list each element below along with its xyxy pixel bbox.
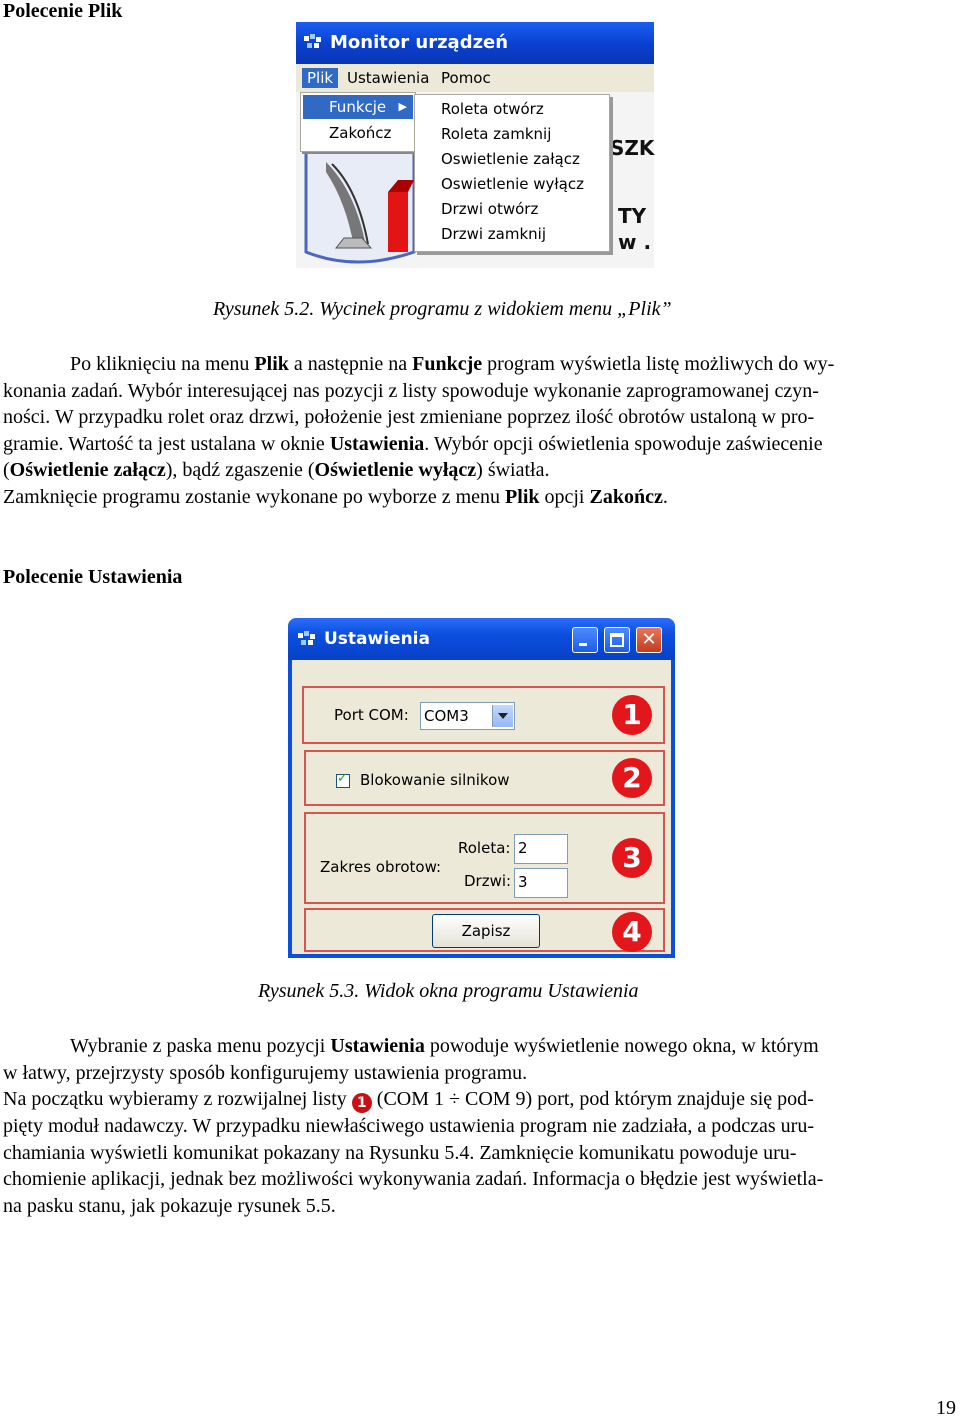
port-value: COM3 bbox=[424, 707, 469, 725]
text-line: Zamknięcie programu zostanie wykonane po wyborze z menu Plik opcji Zakończ. bbox=[3, 485, 668, 508]
menu-item-label: Funkcje bbox=[329, 98, 387, 116]
close-button[interactable] bbox=[636, 627, 662, 653]
background-text: w . bbox=[618, 230, 652, 254]
menu-item-roleta-zamknij[interactable]: Roleta zamknij bbox=[441, 125, 552, 143]
range-label: Zakres obrotow: bbox=[320, 858, 442, 876]
port-label: Port COM: bbox=[334, 706, 409, 724]
port-select[interactable] bbox=[420, 702, 515, 730]
maximize-button[interactable] bbox=[604, 627, 630, 653]
drzwi-input[interactable]: 3 bbox=[514, 868, 568, 898]
maximize-icon bbox=[610, 633, 624, 647]
plik-dropdown bbox=[300, 92, 416, 152]
window-body bbox=[288, 660, 675, 958]
app-icon bbox=[298, 631, 318, 647]
menu-plik[interactable]: Plik bbox=[302, 68, 338, 88]
menu-ustawienia[interactable]: Ustawienia bbox=[347, 69, 430, 87]
background-text: TY bbox=[618, 204, 647, 228]
figure-caption: Rysunek 5.3. Widok okna programu Ustawienia bbox=[258, 980, 639, 1002]
roleta-label: Roleta: bbox=[458, 839, 511, 857]
menu-item-zakoncz[interactable]: Zakończ bbox=[329, 124, 392, 142]
page-number: 19 bbox=[936, 1397, 956, 1419]
chevron-down-icon bbox=[498, 713, 508, 719]
text-line: Po kliknięciu na menu Plik a następnie na Funkcje program wyświetla listę możliwych do wy- bbox=[70, 353, 835, 375]
text-line: na pasku stanu, jak pokazuje rysunek 5.5. bbox=[3, 1194, 336, 1217]
callout-badge-4: 4 bbox=[612, 912, 652, 952]
menu-item-oswietlenie-wylacz[interactable]: Oswietlenie wyłącz bbox=[441, 175, 584, 193]
funkcje-submenu bbox=[414, 94, 610, 252]
section-heading-ustawienia: Polecenie Ustawienia bbox=[3, 566, 183, 588]
minimize-icon bbox=[579, 643, 587, 646]
text-line: chomienie aplikacji, jednak bez możliwości wykonywania zadań. Informacja o błędzie jest wyświetla- bbox=[3, 1168, 824, 1190]
port-group bbox=[302, 686, 665, 744]
callout-badge-2: 2 bbox=[612, 758, 652, 798]
text-line: konania zadań. Wybór interesującej nas pozycji z listy spowoduje wykonanie zaprogramowanej czyn- bbox=[3, 379, 819, 402]
submenu-arrow-icon: ▶ bbox=[398, 100, 407, 113]
checkmark-icon: ✓ bbox=[337, 771, 348, 786]
figure-caption: Rysunek 5.2. Wycinek programu z widokiem menu „Plik” bbox=[213, 298, 672, 320]
background-text: SZK bbox=[610, 136, 655, 160]
callout-badge-3: 3 bbox=[612, 838, 652, 878]
text-line: Wybranie z paska menu pozycji Ustawienia powoduje wyświetlenie nowego okna, w którym bbox=[70, 1035, 819, 1057]
minimize-button[interactable] bbox=[572, 627, 598, 653]
save-button[interactable]: Zapisz bbox=[432, 914, 540, 948]
window-title: Ustawienia bbox=[324, 629, 430, 649]
text-line: gramie. Wartość ta jest ustalana w oknie Ustawienia. Wybór opcji oświetlenia spowoduje zaświecenie bbox=[3, 432, 823, 455]
roleta-input[interactable]: 2 bbox=[514, 834, 568, 864]
menu-item-drzwi-zamknij[interactable]: Drzwi zamknij bbox=[441, 225, 546, 243]
text-line: pięty moduł nadawczy. W przypadku niewłaściwego ustawienia program nie zadziała, a podczas uru- bbox=[3, 1115, 814, 1137]
menu-bar bbox=[296, 64, 654, 92]
menu-screenshot bbox=[296, 22, 656, 267]
menu-item-drzwi-otworz[interactable]: Drzwi otwórz bbox=[441, 200, 539, 218]
app-icon bbox=[304, 34, 324, 50]
callout-badge-inline: 1 bbox=[352, 1093, 372, 1113]
checkbox-label: Blokowanie silnikow bbox=[360, 771, 510, 789]
checkbox-group bbox=[304, 750, 665, 806]
window-title: Monitor urządzeń bbox=[330, 32, 509, 53]
text-line: w łatwy, przejrzysty sposób konfigurujemy ustawienia programu. bbox=[3, 1061, 528, 1084]
title-bar bbox=[288, 618, 675, 660]
paragraph bbox=[3, 1033, 959, 1219]
text-line: Na początku wybieramy z rozwijalnej listy 1 (COM 1 ÷ COM 9) port, pod którym znajduje się pod- bbox=[3, 1088, 814, 1111]
paragraph bbox=[3, 351, 959, 510]
text-line: (Oświetlenie załącz), bądź zgaszenie (Oświetlenie wyłącz) światła. bbox=[3, 459, 550, 481]
logo-graphic bbox=[296, 152, 426, 268]
title-bar bbox=[296, 22, 654, 64]
dropdown-button[interactable] bbox=[492, 705, 513, 727]
blokowanie-checkbox[interactable] bbox=[336, 771, 350, 788]
menu-pomoc[interactable]: Pomoc bbox=[441, 69, 491, 87]
close-icon: ✕ bbox=[641, 629, 657, 650]
menu-item-funkcje[interactable] bbox=[303, 95, 413, 119]
drzwi-label: Drzwi: bbox=[464, 872, 512, 890]
callout-badge-1: 1 bbox=[612, 695, 652, 735]
section-heading-plik: Polecenie Plik bbox=[3, 0, 123, 22]
save-group bbox=[304, 908, 665, 952]
text-line: chamiania wyświetli komunikat pokazany na Rysunku 5.4. Zamknięcie komunikatu powoduje uru- bbox=[3, 1141, 797, 1164]
menu-item-oswietlenie-zalacz[interactable]: Oswietlenie załącz bbox=[441, 150, 580, 168]
range-group bbox=[304, 812, 665, 904]
text-line: ności. W przypadku rolet oraz drzwi, położenie jest zmieniane poprzez ilość obrotów ustaloną w pro- bbox=[3, 406, 815, 428]
settings-window bbox=[288, 618, 675, 958]
menu-item-roleta-otworz[interactable]: Roleta otwórz bbox=[441, 100, 544, 118]
